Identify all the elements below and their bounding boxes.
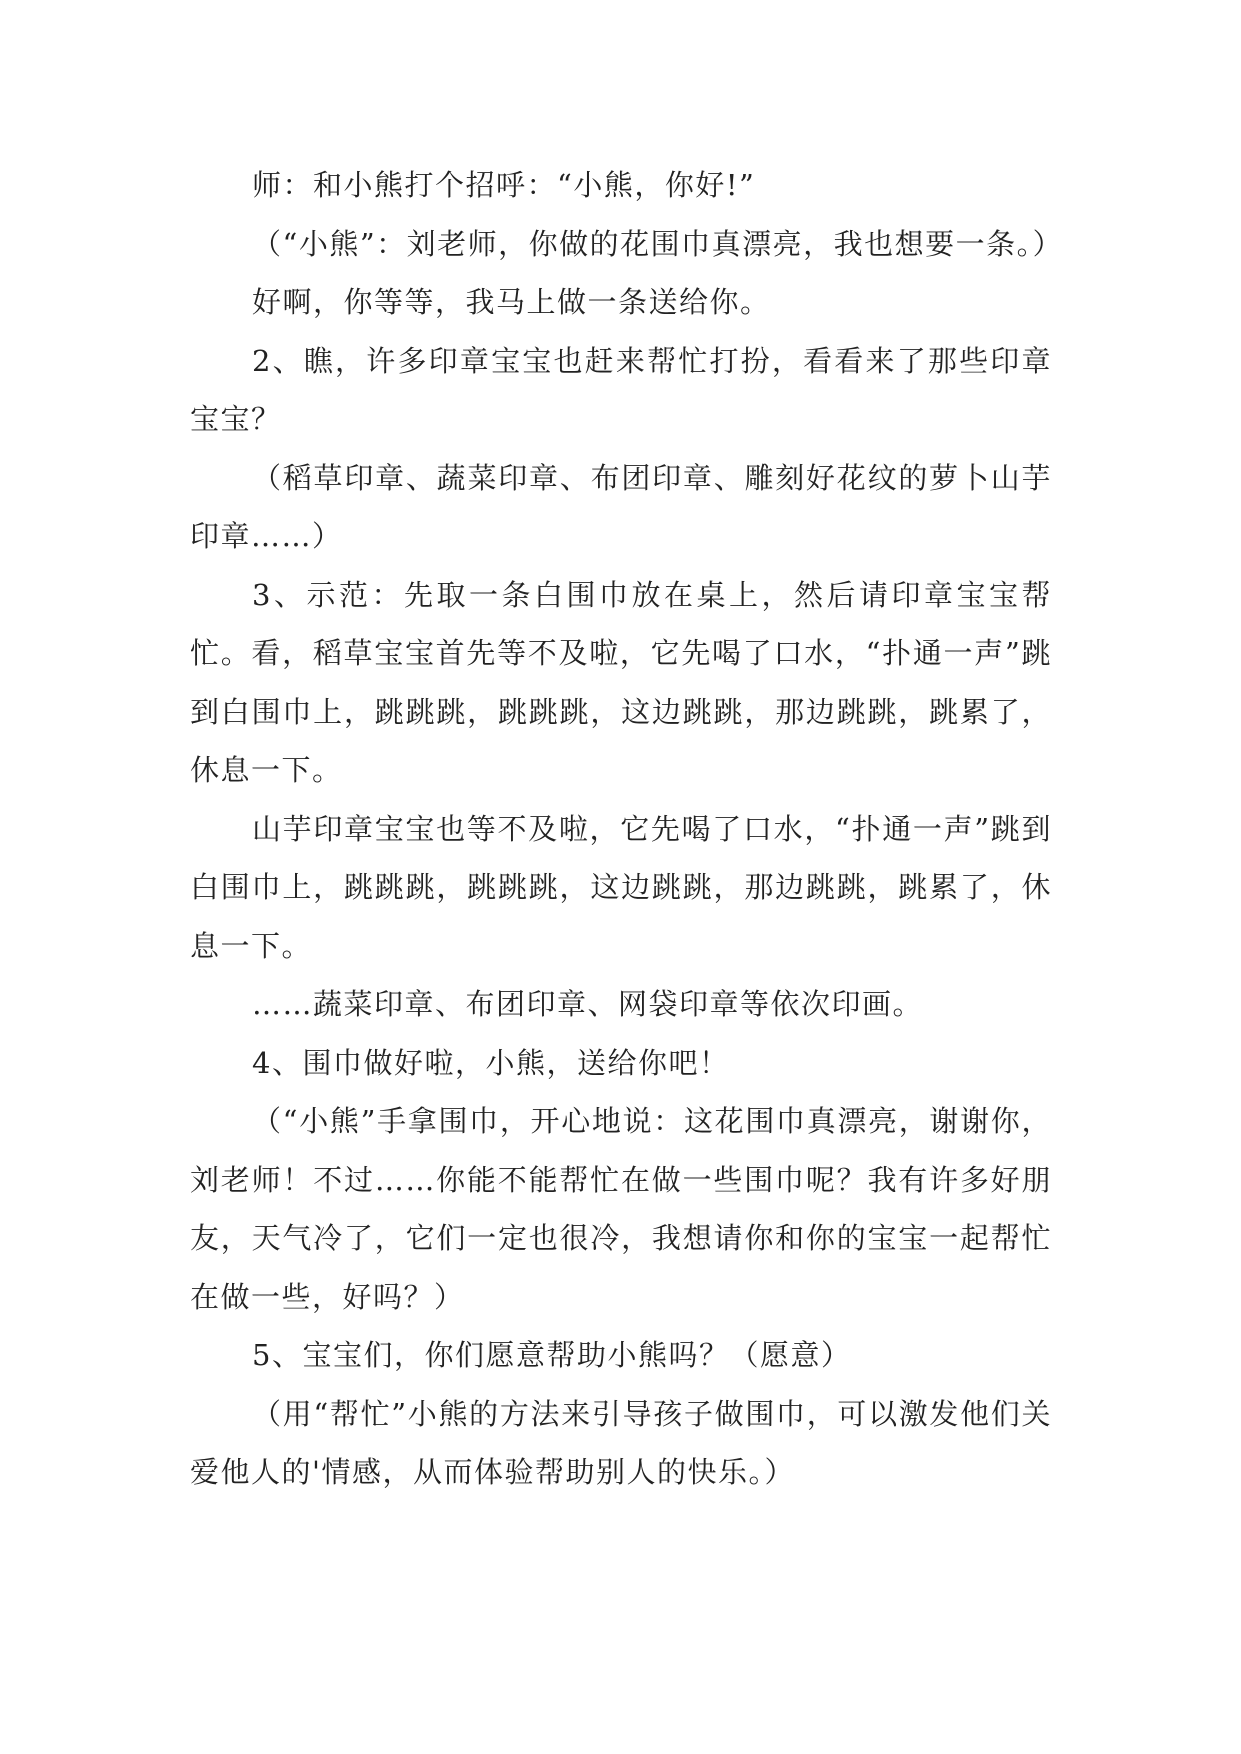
paragraph-bear-thanks: （“小熊”手拿围巾，开心地说：这花围巾真漂亮，谢谢你，刘老师！不过……你能不能帮忙在做一些围巾呢？我有许多好朋友，天气冷了，它们一定也很冷，我想请你和你的宝宝一起帮忙在做一些，好吗？）: [190, 1104, 1052, 1314]
paragraph-teacher-greeting: 师：和小熊打个招呼：“小熊，你好!”: [252, 168, 756, 202]
document-body: [190, 156, 1064, 1502]
paragraph-bear-request: （“小熊”：刘老师，你做的花围巾真漂亮，我也想要一条。）: [252, 226, 1064, 261]
paragraph-other-stamps: ……蔬菜印章、布团印章、网袋印章等依次印画。: [252, 987, 924, 1021]
paragraph-teacher-reply: 好啊，你等等，我马上做一条送给你。: [252, 285, 771, 319]
paragraph-step-2: 2、瞧，许多印章宝宝也赶来帮忙打扮，看看来了那些印章宝宝？: [190, 343, 1052, 436]
paragraph-step-4: 4、围巾做好啦，小熊，送给你吧！: [252, 1045, 730, 1080]
paragraph-step-3: 3、示范：先取一条白围巾放在桌上，然后请印章宝宝帮忙。看，稻草宝宝首先等不及啦，它先喝了口水，“扑通一声”跳到白围巾上，跳跳跳，跳跳跳，这边跳跳，那边跳跳，跳累了，休息一下。: [190, 577, 1052, 787]
paragraph-step-5: 5、宝宝们，你们愿意帮助小熊吗？（愿意）: [252, 1338, 852, 1372]
paragraph-note: （用“帮忙”小熊的方法来引导孩子做围巾，可以激发他们关爱他人的'情感，从而体验帮助别人的快乐。）: [190, 1396, 1052, 1489]
paragraph-stamp-list: （稻草印章、蔬菜印章、布团印章、雕刻好花纹的萝卜山芋印章……）: [190, 460, 1052, 553]
paragraph-taro-stamp: 山芋印章宝宝也等不及啦，它先喝了口水，“扑通一声”跳到白围巾上，跳跳跳，跳跳跳，这边跳跳，那边跳跳，跳累了，休息一下。: [190, 811, 1052, 963]
